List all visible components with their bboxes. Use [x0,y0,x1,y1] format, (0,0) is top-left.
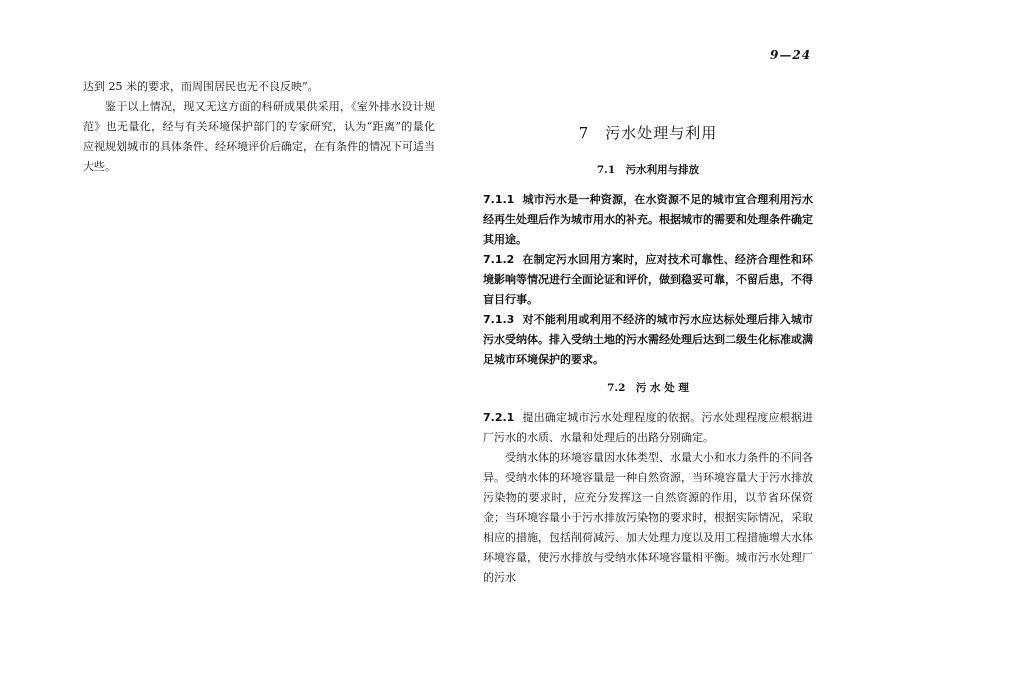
clause-number: 7.1.3 [483,313,515,326]
left-paragraph: 鉴于以上情况，现又无这方面的科研成果供采用，《室外排水设计规范》也无量化，经与有关环境保护部门的专家研究，认为“距离”的量化应视规划城市的具体条件、经环境评价后确定，在有条件的情况下可适当大些。 [83,100,435,173]
clause-number: 7.2.1 [483,411,515,424]
clause-number: 7.1.1 [483,193,515,206]
left-column [83,77,435,177]
clause-7-1-3 [483,310,813,370]
clause-text: 在制定污水回用方案时，应对技术可靠性、经济合理性和环境影响等情况进行全面论证和评价，做到稳妥可靠，不留后患，不得盲目行事。 [483,253,813,306]
chapter-title: 7 污水处理与利用 [578,124,718,142]
section-title-7-2: 7.2 污 水 处 理 [607,382,689,394]
page-number: 9—24 [770,48,812,62]
clause-7-1-1 [483,190,813,250]
right-column [483,122,813,588]
clause-7-1-2 [483,250,813,310]
section-title-7-1: 7.1 污水利用与排放 [596,164,700,176]
clause-7-2-1 [483,408,813,448]
clause-text: 提出确定城市污水处理程度的依据。污水处理程度应根据进厂污水的水质、水量和处理后的出路分别确定。 [483,411,813,444]
clause-text: 对不能利用或利用不经济的城市污水应达标处理后排入城市污水受纳体。排入受纳土地的污水需经处理后达到二级生化标准或满足城市环境保护的要求。 [483,313,813,366]
left-paragraph-continuation: 达到 25 米的要求，而周围居民也无不良反映”。 [83,80,319,93]
clause-text: 城市污水是一种资源，在水资源不足的城市宜合理利用污水经再生处理后作为城市用水的补充。根据城市的需要和处理条件确定其用途。 [483,193,813,246]
body-paragraph: 受纳水体的环境容量因水体类型、水量大小和水力条件的不同各异。受纳水体的环境容量是一种自然资源，当环境容量大于污水排放污染物的要求时，应充分发挥这一自然资源的作用，以节省环保资金；当环境容量小于污水排放污染物的要求时，根据实际情况，采取相应的措施，包括削荷减污、加大处理力度以及用工程措施增大水体环境容量，使污水排放与受纳水体环境容量相平衡。城市污水处理厂的污水 [483,451,813,584]
clause-number: 7.1.2 [483,253,515,266]
